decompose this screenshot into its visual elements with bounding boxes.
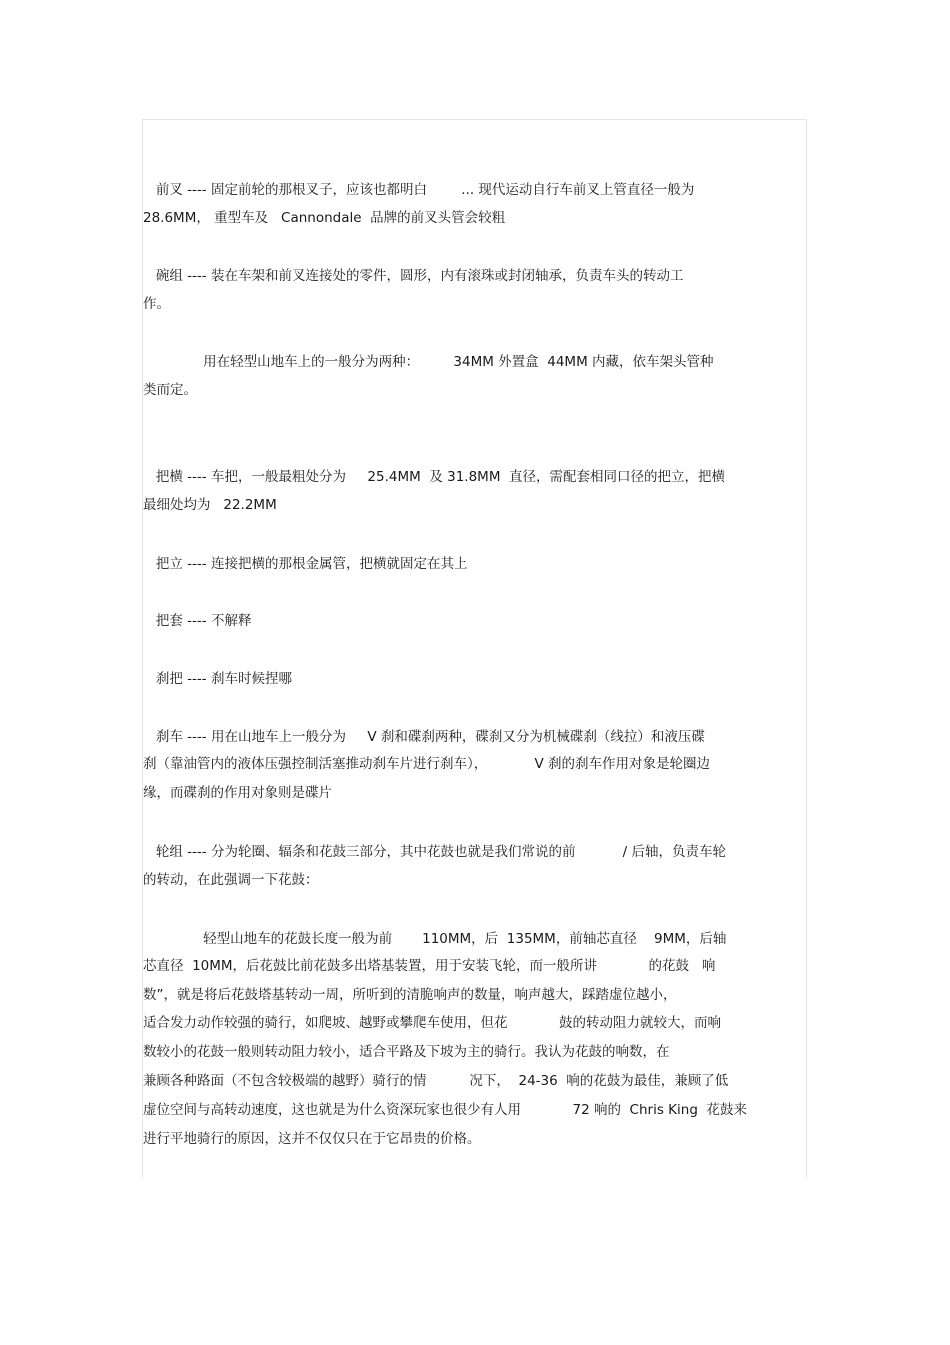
text-line-hub-8: 进行平地骑行的原因，这并不仅仅只在于它昂贵的价格。: [143, 1131, 481, 1147]
text-line-hub-4: 适合发力动作较强的骑行，如爬坡、越野或攀爬车使用，但花 鼓的转动阻力就较大，而响: [143, 1015, 721, 1031]
text-line-headset-4: 类而定。: [143, 382, 197, 398]
text-line-wheelset-1: 轮组 ---- 分为轮圈、辐条和花鼓三部分，其中花鼓也就是我们常说的前 / 后轴，负责车轮: [143, 844, 726, 860]
text-line-handlebar-2: 最细处均为 22.2MM: [143, 497, 277, 513]
text-line-headset-1: 碗组 ---- 装在车架和前叉连接处的零件，圆形，内有滚珠或封闭轴承，负责车头的转动工: [143, 268, 684, 284]
text-line-grip: 把套 ---- 不解释: [143, 613, 252, 629]
text-line-fork-1: 前叉 ---- 固定前轮的那根叉子，应该也都明白 ... 现代运动自行车前叉上管直径一般为: [143, 182, 695, 198]
text-line-hub-5: 数较小的花鼓一般则转动阻力较小，适合平路及下坡为主的骑行。我认为花鼓的响数，在: [143, 1044, 670, 1060]
text-line-fork-2: 28.6MM， 重型车及 Cannondale 品牌的前叉头管会较粗: [143, 210, 506, 226]
text-line-brake-lever: 刹把 ---- 刹车时候捏哪: [143, 671, 292, 687]
text-line-handlebar-1: 把横 ---- 车把，一般最粗处分为 25.4MM 及 31.8MM 直径，需配套相同口径的把立，把横: [143, 469, 726, 485]
text-line-hub-1: 轻型山地车的花鼓长度一般为前 110MM，后 135MM，前轴芯直径 9MM，后轴: [143, 931, 727, 947]
text-line-hub-7: 虚位空间与高转动速度，这也就是为什么资深玩家也很少有人用 72 响的 Chris King 花鼓来: [143, 1102, 747, 1118]
text-line-hub-3: 数”，就是将后花鼓塔基转动一周，所听到的清脆响声的数量，响声越大，踩踏虚位越小，: [143, 987, 677, 1003]
text-line-brake-2: 刹（靠油管内的液体压强控制活塞推动刹车片进行刹车）， V 刹的刹车作用对象是轮圈边: [143, 756, 710, 772]
text-line-stem: 把立 ---- 连接把横的那根金属管，把横就固定在其上: [143, 556, 468, 572]
text-line-brake-1: 刹车 ---- 用在山地车上一般分为 V 刹和碟刹两种，碟刹又分为机械碟刹（线拉）和液压碟: [143, 729, 705, 745]
text-line-brake-3: 缘，而碟刹的作用对象则是碟片: [143, 785, 332, 801]
text-line-wheelset-2: 的转动，在此强调一下花鼓：: [143, 872, 319, 888]
text-line-hub-6: 兼顾各种路面（不包含较极端的越野）骑行的情 况下， 24-36 响的花鼓为最佳，兼顾了低: [143, 1073, 729, 1089]
text-line-headset-3: 用在轻型山地车上的一般分为两种： 34MM 外置盒 44MM 内藏，依车架头管种: [143, 354, 714, 370]
text-line-hub-2: 芯直径 10MM，后花鼓比前花鼓多出塔基装置，用于安装飞轮，而一般所讲 的花鼓 响: [143, 958, 716, 974]
text-line-headset-2: 作。: [143, 296, 170, 312]
